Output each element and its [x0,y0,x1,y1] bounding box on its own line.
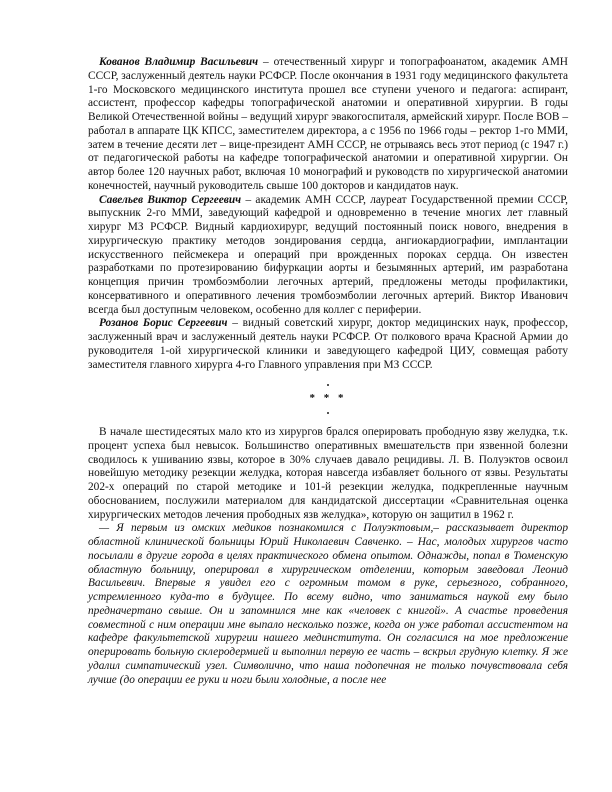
bio-name: Розанов Борис Сергеевич [99,317,228,330]
section-separator [88,392,568,406]
bio-paragraph [88,194,568,318]
separator-stars: * * * [309,392,347,405]
quote-paragraph: — Я первым из омских медиков познакомился с Полуэктовым,– рассказывает директор областной клинической больницы Юрий Николаевич Савченко. – Нас, молодых хирургов часто посылали в другие города в целях практического обмена опытом. Однажды, попал в Тюменскую областную больницу, оперировал в хирургическом отделении, которым заведовал Леонид Васильевич. Впервые я увидел его с огромным томом в руке, серьезного, собранного, устремленного куда-то в будущее. По всему видно, что заниматься наукой ему было предначертано свыше. Он и запомнился мне как «человек с книгой». А счастье проведения совместной с ним операции мне выпало несколько позже, когда он уже работал ассистентом на кафедре факультетской хирургии нашего мединститута. Он согласился на мое предложение оперировать больную склеродермией и выполнил первую ее часть – вскрыл грудную клетку. Я же удалил симпатический узел. Символично, что наша подопечная не только почувствовала себя лучше (до операции ее руки и ноги были холодные, а после нее [88,522,568,686]
bio-paragraph [88,317,568,372]
bio-text: – отечественный хирург и топографоанатом, академик АМН СССР, заслуженный деятель науки РСФСР. После окончания в 1931 году медицинского факультета 1-го Московского медицинского института прошел все ступени ученого и педагога: аспирант, ассистент, профессор кафедры топографической анатомии и оперативной хирургии. В годы Великой Отечественной войны – ведущий хирург эвакогоспиталя, армейский хирург. После ВОВ – работал в аппарате ЦК КПСС, заместителем директора, а с 1956 по 1966 годы – ректор 1-го ММИ, затем в течение десяти лет – вице-президент АМН СССР, не отрываясь весь этот период (с 1947 г.) от педагогической работы на кафедре топографической анатомии и оперативной хирургии. Он автор более 120 научных работ, включая 10 монографий и руководств по хирургической анатомии конечностей, научный руководитель свыше 100 докторов и кандидатов наук. [88,56,569,192]
bio-name: Кованов Владимир Васильевич [99,56,259,68]
separator-dot [327,384,329,386]
document-page [88,56,568,687]
bio-text: – видный советский хирург, доктор медицинских наук, профессор, заслуженный врач и заслуженный деятель науки РСФСР. От полкового врача Красной Армии до руководителя 1-ой хирургической клиники и заведующего кафедрой ЦИУ, совмещая работу заместителя главного хирурга 4-го Главного управления при МЗ СССР. [88,317,568,371]
narrative-paragraph: В начале шестидесятых мало кто из хирургов брался оперировать прободную язву желудка, т.к. процент успеха был невысок. Большинство оперативных вмешательств при язвенной болезни сводилось к ушиванию язвы, которое в 30% случаев давало рецидивы. Л. В. Полуэктов освоил новейшую методику резекции желудка, которая навсегда избавляет больного от язвы. Результаты 202-х операций по старой методике и 101-й резекции желудка, подкрепленные научным обоснованием, послужили материалом для кандидатской диссертации «Сравнительная оценка хирургических методов лечения прободных язв желудка», которую он защитил в 1962 г. [88,426,568,521]
separator-dot [327,412,329,414]
bio-name: Савельев Виктор Сергеевич [99,193,242,206]
bio-paragraph [88,56,568,194]
bio-text: – академик АМН СССР, лауреат Государственной премии СССР, выпускник 2-го ММИ, заведующий кафедрой и одновременно в течение многих лет главный хирург МЗ РСФСР. Видный кардиохирург, ведущий постоянный поиск нового, внедрения в хирургическую практику методов зондирования сердца, ангиокардиографии, имплантации искусственного пейсмекера и операций при врожденных пороках сердца. Он известен разработками по протезированию бифуркации аорты и безымянных артерий, им разработана концепция причин тромбоэмболии легочных артерий, предложены методы профилактики, консервативного и оперативного лечения тромбоэмболии легочных артерий. Виктор Иванович всегда был доступным человеком, особенно для коллег с периферии. [88,193,569,316]
